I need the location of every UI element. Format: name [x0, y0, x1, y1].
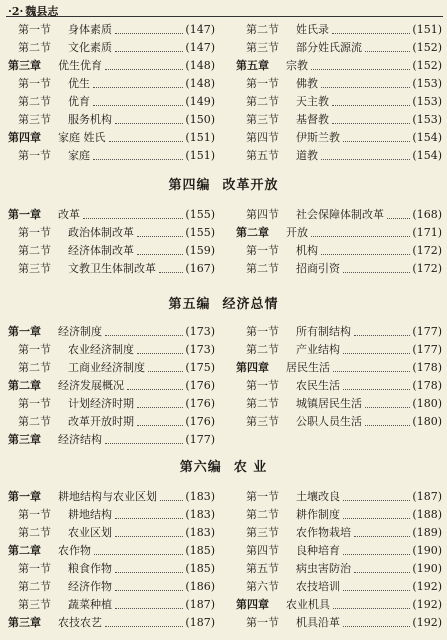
entry-label: 第一节 [18, 343, 51, 356]
entry-title: 工商业经济制度 [68, 361, 145, 374]
entry-label: 第五节 [246, 149, 279, 162]
toc-section-entry [236, 206, 442, 224]
toc-section-entry [8, 578, 215, 596]
entry-title: 耕作制度 [296, 508, 340, 521]
entry-page-number: (177) [412, 341, 442, 359]
entry-title: 家庭 [68, 149, 90, 162]
entry-label: 第一节 [18, 77, 51, 90]
part-title [0, 293, 447, 312]
entry-page-number: (153) [412, 75, 442, 93]
toc-chapter-entry [8, 323, 215, 341]
entry-title: 优育 [68, 95, 90, 108]
entry-label: 第一章 [8, 325, 41, 338]
entry-title: 蔬菜种植 [68, 598, 112, 611]
toc-section-entry [8, 111, 215, 129]
toc-section-entry [236, 560, 442, 578]
toc-chapter-entry [8, 488, 215, 506]
entry-label: 第二章 [8, 379, 41, 392]
entry-page-number: (186) [185, 578, 215, 596]
entry-page-number: (176) [185, 395, 215, 413]
dot-leader [83, 218, 183, 219]
toc-column-left [8, 488, 215, 632]
entry-label: 第四章 [236, 598, 269, 611]
toc-section-entry [236, 129, 442, 147]
entry-page-number: (155) [185, 206, 215, 224]
entry-page-number: (148) [185, 57, 215, 75]
dot-leader [365, 407, 410, 408]
entry-label: 第二节 [18, 580, 51, 593]
entry-page-number: (192) [412, 596, 442, 614]
toc-section-entry [8, 359, 215, 377]
entry-label: 第二节 [246, 508, 279, 521]
entry-page-number: (176) [185, 413, 215, 431]
entry-label: 第五章 [236, 59, 269, 72]
part-number: 第五编 [168, 297, 211, 312]
entry-title: 耕地结构 [68, 508, 112, 521]
toc-column-right [236, 488, 442, 632]
entry-page-number: (180) [412, 413, 442, 431]
dot-leader [311, 236, 410, 237]
toc-section-entry [236, 93, 442, 111]
toc-section-entry [236, 75, 442, 93]
dot-leader [94, 554, 183, 555]
entry-page-number: (187) [185, 614, 215, 632]
entry-label: 第一节 [246, 325, 279, 338]
dot-leader [148, 371, 183, 372]
entry-page-number: (159) [185, 242, 215, 260]
toc-section-entry [236, 542, 442, 560]
entry-label: 第二节 [18, 244, 51, 257]
dot-leader [343, 141, 410, 142]
toc-section-entry [236, 506, 442, 524]
dot-leader [137, 236, 183, 237]
entry-page-number: (187) [185, 596, 215, 614]
entry-label: 第三节 [246, 113, 279, 126]
entry-page-number: (151) [185, 147, 215, 165]
entry-label: 第二节 [246, 262, 279, 275]
book-title: 魏县志 [25, 5, 59, 18]
part-number: 第六编 [179, 460, 222, 475]
dot-leader [365, 425, 410, 426]
dot-leader [115, 123, 183, 124]
entry-title: 农民生活 [296, 379, 340, 392]
dot-leader [354, 572, 410, 573]
entry-page-number: (185) [185, 560, 215, 578]
header-rule [6, 16, 443, 17]
entry-label: 第四节 [246, 208, 279, 221]
entry-page-number: (153) [412, 111, 442, 129]
toc-column-right [236, 323, 442, 431]
entry-label: 第一节 [246, 244, 279, 257]
entry-title: 耕地结构与农业区划 [58, 490, 157, 503]
toc-column-left [8, 21, 215, 165]
entry-title: 优生优育 [58, 59, 102, 72]
entry-page-number: (154) [412, 147, 442, 165]
dot-leader [332, 33, 410, 34]
toc-section-entry [236, 323, 442, 341]
toc-section-entry [236, 111, 442, 129]
dot-leader [93, 87, 183, 88]
entry-title: 农作物 [58, 544, 91, 557]
entry-page-number: (188) [412, 506, 442, 524]
part-name: 经济总情 [222, 297, 279, 312]
entry-title: 公职人员生活 [296, 415, 362, 428]
entry-page-number: (183) [185, 488, 215, 506]
entry-title: 伊斯兰教 [296, 131, 340, 144]
entry-title: 文化素质 [68, 41, 112, 54]
dot-leader [321, 254, 410, 255]
toc-section-entry [236, 260, 442, 278]
entry-label: 第二节 [246, 95, 279, 108]
entry-page-number: (150) [185, 111, 215, 129]
entry-page-number: (155) [185, 224, 215, 242]
dot-leader [160, 500, 183, 501]
entry-label: 第二节 [18, 361, 51, 374]
entry-title: 宗教 [286, 59, 308, 72]
entry-title: 天主教 [296, 95, 329, 108]
dot-leader [354, 536, 410, 537]
entry-title: 计划经济时期 [68, 397, 134, 410]
toc-section-entry [236, 413, 442, 431]
entry-title: 文教卫生体制改革 [68, 262, 156, 275]
entry-title: 农技农艺 [58, 616, 102, 629]
entry-label: 第四章 [236, 361, 269, 374]
dot-leader [115, 33, 183, 34]
toc-section-entry [236, 488, 442, 506]
entry-page-number: (177) [185, 431, 215, 449]
toc-section-entry [236, 377, 442, 395]
toc-chapter-entry [236, 596, 442, 614]
entry-title: 城镇居民生活 [296, 397, 362, 410]
toc-section-entry [8, 524, 215, 542]
dot-leader [93, 159, 183, 160]
entry-title: 改革开放时期 [68, 415, 134, 428]
dot-leader [332, 123, 410, 124]
entry-page-number: (147) [185, 39, 215, 57]
entry-page-number: (183) [185, 524, 215, 542]
dot-leader [105, 626, 183, 627]
entry-page-number: (190) [412, 560, 442, 578]
toc-section-entry [8, 242, 215, 260]
entry-title: 良种培育 [296, 544, 340, 557]
toc-chapter-entry [8, 129, 215, 147]
toc-section-entry [8, 341, 215, 359]
entry-page-number: (178) [412, 359, 442, 377]
toc-chapter-entry [8, 57, 215, 75]
entry-title: 机具沿革 [296, 616, 340, 629]
toc-section-entry [8, 93, 215, 111]
part-number: 第四编 [168, 178, 211, 193]
entry-label: 第三节 [246, 415, 279, 428]
entry-title: 机构 [296, 244, 318, 257]
dot-leader [343, 272, 410, 273]
entry-label: 第一章 [8, 490, 41, 503]
entry-page-number: (172) [412, 260, 442, 278]
entry-title: 身体素质 [68, 23, 112, 36]
toc-section-entry [8, 413, 215, 431]
entry-title: 土壤改良 [296, 490, 340, 503]
entry-label: 第四节 [246, 131, 279, 144]
entry-label: 第五节 [246, 562, 279, 575]
entry-page-number: (152) [412, 39, 442, 57]
entry-page-number: (183) [185, 506, 215, 524]
entry-label: 第三章 [8, 433, 41, 446]
entry-label: 第三节 [18, 598, 51, 611]
entry-title: 部分姓氏源流 [296, 41, 362, 54]
entry-title: 改革 [58, 208, 80, 221]
toc-column-right [236, 21, 442, 165]
entry-title: 粮食作物 [68, 562, 112, 575]
entry-title: 佛教 [296, 77, 318, 90]
entry-label: 第二节 [246, 343, 279, 356]
entry-page-number: (189) [412, 524, 442, 542]
dot-leader [343, 554, 410, 555]
entry-title: 招商引资 [296, 262, 340, 275]
entry-title: 经济结构 [58, 433, 102, 446]
entry-label: 第一节 [18, 23, 51, 36]
entry-page-number: (152) [412, 57, 442, 75]
dot-leader [137, 407, 183, 408]
entry-label: 第六节 [246, 580, 279, 593]
entry-label: 第一节 [18, 508, 51, 521]
entry-page-number: (148) [185, 75, 215, 93]
toc-section-entry [236, 614, 442, 632]
part-title [0, 174, 447, 193]
entry-label: 第三节 [246, 526, 279, 539]
toc-section-entry [8, 395, 215, 413]
dot-leader [333, 371, 410, 372]
toc-section-entry [236, 242, 442, 260]
entry-title: 政治体制改革 [68, 226, 134, 239]
entry-label: 第四节 [246, 544, 279, 557]
entry-title: 农业机具 [286, 598, 330, 611]
entry-page-number: (147) [185, 21, 215, 39]
toc-chapter-entry [236, 359, 442, 377]
entry-label: 第一节 [18, 226, 51, 239]
entry-label: 第二章 [8, 544, 41, 557]
toc-chapter-entry [236, 224, 442, 242]
dot-leader [105, 69, 183, 70]
entry-label: 第一节 [246, 490, 279, 503]
dot-leader [137, 254, 183, 255]
entry-label: 第二节 [18, 95, 51, 108]
entry-label: 第二节 [18, 526, 51, 539]
entry-title: 农作物栽培 [296, 526, 351, 539]
dot-leader [343, 389, 410, 390]
toc-section-entry [8, 260, 215, 278]
entry-page-number: (177) [412, 323, 442, 341]
toc-section-entry [236, 524, 442, 542]
toc-chapter-entry [8, 431, 215, 449]
entry-label: 第二节 [18, 415, 51, 428]
entry-label: 第二章 [236, 226, 269, 239]
entry-page-number: (185) [185, 542, 215, 560]
dot-leader [115, 608, 183, 609]
entry-title: 经济体制改革 [68, 244, 134, 257]
toc-section-entry [8, 39, 215, 57]
entry-page-number: (173) [185, 323, 215, 341]
dot-leader [115, 51, 183, 52]
entry-page-number: (149) [185, 93, 215, 111]
toc-chapter-entry [8, 377, 215, 395]
entry-title: 所有制结构 [296, 325, 351, 338]
entry-page-number: (180) [412, 395, 442, 413]
entry-page-number: (175) [185, 359, 215, 377]
dot-leader [93, 105, 183, 106]
entry-label: 第二节 [18, 41, 51, 54]
entry-title: 居民生活 [286, 361, 330, 374]
entry-page-number: (187) [412, 488, 442, 506]
entry-label: 第三节 [18, 262, 51, 275]
entry-page-number: (154) [412, 129, 442, 147]
toc-section-entry [8, 224, 215, 242]
toc-section-entry [236, 341, 442, 359]
dot-leader [115, 572, 183, 573]
entry-title: 服务机构 [68, 113, 112, 126]
dot-leader [159, 272, 183, 273]
entry-label: 第一节 [246, 379, 279, 392]
entry-page-number: (151) [412, 21, 442, 39]
entry-title: 家庭 姓氏 [58, 131, 106, 144]
dot-leader [137, 425, 183, 426]
part-title [0, 456, 447, 475]
entry-title: 经济发展概况 [58, 379, 124, 392]
toc-chapter-entry [8, 614, 215, 632]
toc-section-entry [236, 39, 442, 57]
dot-leader [343, 500, 410, 501]
toc-section-entry [236, 147, 442, 165]
dot-leader [365, 51, 410, 52]
entry-label: 第一节 [18, 397, 51, 410]
entry-title: 农技培训 [296, 580, 340, 593]
entry-label: 第三章 [8, 59, 41, 72]
entry-page-number: (172) [412, 242, 442, 260]
dot-leader [115, 518, 183, 519]
toc-section-entry [236, 395, 442, 413]
entry-title: 道教 [296, 149, 318, 162]
entry-page-number: (173) [185, 341, 215, 359]
entry-page-number: (190) [412, 542, 442, 560]
dot-leader [105, 443, 183, 444]
entry-title: 经济作物 [68, 580, 112, 593]
toc-column-left [8, 206, 215, 278]
entry-title: 农业经济制度 [68, 343, 134, 356]
entry-page-number: (192) [412, 578, 442, 596]
entry-label: 第一章 [8, 208, 41, 221]
dot-leader [332, 105, 410, 106]
dot-leader [137, 353, 183, 354]
dot-leader [354, 335, 410, 336]
dot-leader [109, 141, 183, 142]
dot-leader [115, 536, 183, 537]
entry-label: 第四章 [8, 131, 41, 144]
dot-leader [115, 590, 183, 591]
entry-label: 第三节 [246, 41, 279, 54]
page-number: ·2· [8, 5, 24, 18]
dot-leader [333, 608, 410, 609]
toc-section-entry [8, 506, 215, 524]
toc-section-entry [236, 578, 442, 596]
dot-leader [127, 389, 183, 390]
entry-label: 第一节 [246, 616, 279, 629]
toc-section-entry [8, 560, 215, 578]
toc-column-left [8, 323, 215, 449]
entry-label: 第二节 [246, 23, 279, 36]
entry-page-number: (192) [412, 614, 442, 632]
entry-title: 开放 [286, 226, 308, 239]
toc-chapter-entry [236, 57, 442, 75]
entry-page-number: (151) [185, 129, 215, 147]
entry-page-number: (167) [185, 260, 215, 278]
entry-title: 产业结构 [296, 343, 340, 356]
toc-chapter-entry [8, 542, 215, 560]
dot-leader [343, 590, 410, 591]
entry-title: 社会保障体制改革 [296, 208, 384, 221]
toc-section-entry [8, 596, 215, 614]
entry-title: 优生 [68, 77, 90, 90]
entry-title: 农业区划 [68, 526, 112, 539]
toc-section-entry [236, 21, 442, 39]
entry-page-number: (178) [412, 377, 442, 395]
toc-section-entry [8, 21, 215, 39]
entry-label: 第一节 [18, 149, 51, 162]
toc-section-entry [8, 75, 215, 93]
entry-label: 第三章 [8, 616, 41, 629]
entry-page-number: (168) [412, 206, 442, 224]
entry-label: 第三节 [18, 113, 51, 126]
toc-chapter-entry [8, 206, 215, 224]
entry-title: 基督教 [296, 113, 329, 126]
toc-column-right [236, 206, 442, 278]
part-name: 改革开放 [222, 178, 279, 193]
dot-leader [105, 335, 183, 336]
part-name: 农 业 [233, 460, 268, 475]
dot-leader [343, 626, 410, 627]
entry-label: 第二节 [246, 397, 279, 410]
entry-page-number: (171) [412, 224, 442, 242]
dot-leader [343, 518, 410, 519]
entry-label: 第一节 [18, 562, 51, 575]
entry-page-number: (153) [412, 93, 442, 111]
entry-title: 姓氏录 [296, 23, 329, 36]
toc-section-entry [8, 147, 215, 165]
entry-title: 经济制度 [58, 325, 102, 338]
dot-leader [321, 159, 410, 160]
dot-leader [321, 87, 410, 88]
dot-leader [311, 69, 410, 70]
entry-page-number: (176) [185, 377, 215, 395]
entry-title: 病虫害防治 [296, 562, 351, 575]
entry-label: 第一节 [246, 77, 279, 90]
dot-leader [343, 353, 410, 354]
dot-leader [387, 218, 410, 219]
